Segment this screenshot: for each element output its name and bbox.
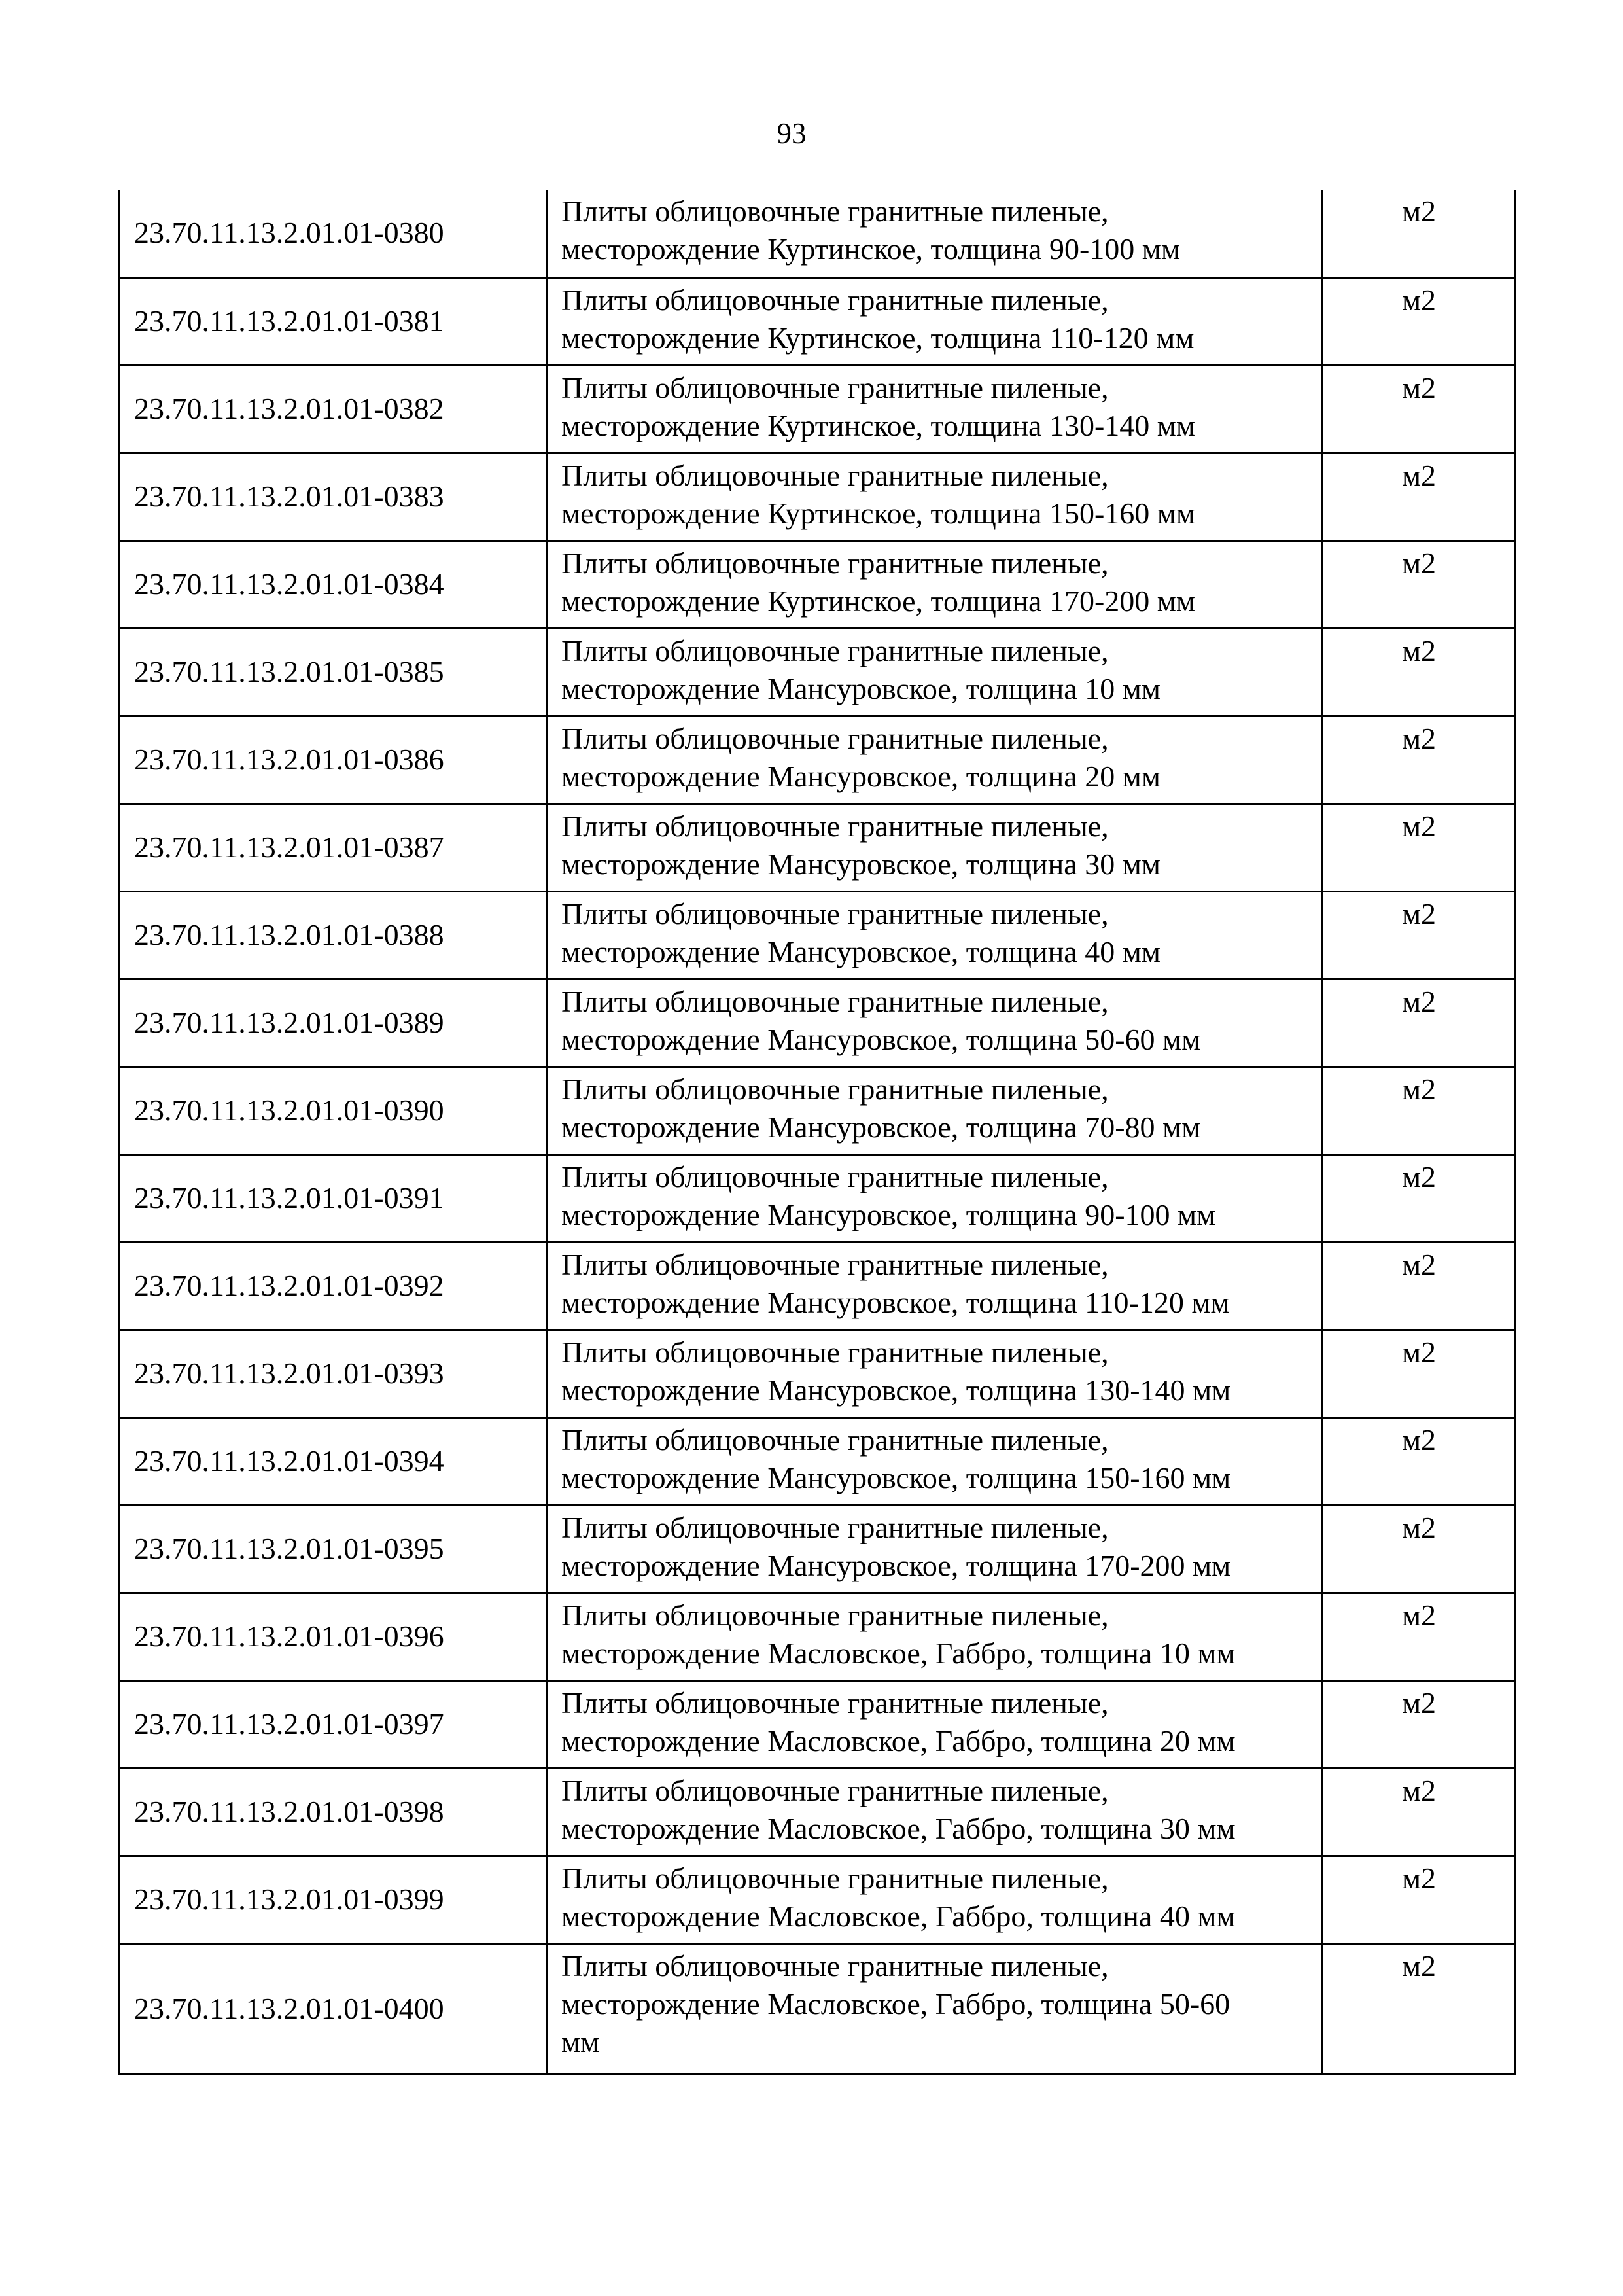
table-body bbox=[119, 190, 1516, 2074]
unit-cell: м2 bbox=[1323, 979, 1516, 1067]
resource-table bbox=[118, 190, 1516, 2075]
unit-cell: м2 bbox=[1323, 453, 1516, 540]
resource-name-line: месторождение Куртинское, толщина 150-160 мм bbox=[561, 496, 1196, 530]
table-row bbox=[119, 540, 1516, 628]
resource-name-cell bbox=[548, 1417, 1323, 1505]
unit-cell: м2 bbox=[1323, 804, 1516, 891]
resource-name-line: Плиты облицовочные гранитные пиленые, bbox=[561, 1949, 1109, 1983]
resource-name-line: Плиты облицовочные гранитные пиленые, bbox=[561, 984, 1109, 1018]
resource-name-cell bbox=[548, 453, 1323, 540]
resource-name-line: Плиты облицовочные гранитные пиленые, bbox=[561, 1072, 1109, 1106]
table-row bbox=[119, 716, 1516, 804]
resource-name-line: месторождение Мансуровское, толщина 10 мм bbox=[561, 671, 1161, 705]
resource-name-cell bbox=[548, 277, 1323, 365]
resource-name-line: месторождение Куртинское, толщина 110-120 мм bbox=[561, 321, 1195, 355]
resource-name-line: месторождение Мансуровское, толщина 90-100 мм bbox=[561, 1197, 1216, 1231]
unit-cell: м2 bbox=[1323, 1154, 1516, 1242]
resource-code-cell: 23.70.11.13.2.01.01-0393 bbox=[119, 1330, 548, 1417]
resource-name-line: месторождение Куртинское, толщина 90-100 мм bbox=[561, 232, 1181, 266]
table-row bbox=[119, 1856, 1516, 1943]
resource-name-cell bbox=[548, 716, 1323, 804]
resource-name-line: Плиты облицовочные гранитные пиленые, bbox=[561, 194, 1109, 228]
table-row bbox=[119, 1067, 1516, 1154]
resource-name-cell bbox=[548, 1593, 1323, 1680]
resource-name-line: месторождение Масловское, Габбро, толщина 10 мм bbox=[561, 1636, 1236, 1670]
table-row bbox=[119, 1154, 1516, 1242]
unit-cell: м2 bbox=[1323, 1768, 1516, 1856]
resource-name-line: мм bbox=[561, 2024, 600, 2058]
unit-cell: м2 bbox=[1323, 277, 1516, 365]
resource-code-cell: 23.70.11.13.2.01.01-0381 bbox=[119, 277, 548, 365]
table-row bbox=[119, 1943, 1516, 2074]
resource-name-line: месторождение Мансуровское, толщина 30 мм bbox=[561, 847, 1161, 881]
table-row bbox=[119, 628, 1516, 716]
unit-cell: м2 bbox=[1323, 540, 1516, 628]
page-number: 93 bbox=[777, 117, 807, 150]
resource-code-cell: 23.70.11.13.2.01.01-0395 bbox=[119, 1505, 548, 1593]
resource-code-cell: 23.70.11.13.2.01.01-0382 bbox=[119, 365, 548, 453]
resource-name-line: Плиты облицовочные гранитные пиленые, bbox=[561, 1598, 1109, 1632]
resource-name-line: месторождение Мансуровское, толщина 110-120 мм bbox=[561, 1285, 1230, 1319]
resource-name-line: Плиты облицовочные гранитные пиленые, bbox=[561, 721, 1109, 755]
unit-cell: м2 bbox=[1323, 891, 1516, 979]
resource-code-cell: 23.70.11.13.2.01.01-0386 bbox=[119, 716, 548, 804]
resource-name-line: месторождение Куртинское, толщина 130-140 мм bbox=[561, 408, 1196, 442]
resource-name-cell bbox=[548, 540, 1323, 628]
unit-cell: м2 bbox=[1323, 1593, 1516, 1680]
resource-code-cell: 23.70.11.13.2.01.01-0380 bbox=[119, 190, 548, 277]
unit-cell: м2 bbox=[1323, 1943, 1516, 2074]
resource-name-line: Плиты облицовочные гранитные пиленые, bbox=[561, 1335, 1109, 1369]
resource-code-cell: 23.70.11.13.2.01.01-0383 bbox=[119, 453, 548, 540]
unit-cell: м2 bbox=[1323, 1067, 1516, 1154]
table-row bbox=[119, 1417, 1516, 1505]
unit-cell: м2 bbox=[1323, 1680, 1516, 1768]
table-row bbox=[119, 1768, 1516, 1856]
resource-code-cell: 23.70.11.13.2.01.01-0397 bbox=[119, 1680, 548, 1768]
resource-name-line: Плиты облицовочные гранитные пиленые, bbox=[561, 1159, 1109, 1193]
resource-name-line: месторождение Мансуровское, толщина 70-80 мм bbox=[561, 1110, 1201, 1144]
resource-name-cell bbox=[548, 628, 1323, 716]
resource-name-cell bbox=[548, 804, 1323, 891]
table-row bbox=[119, 1330, 1516, 1417]
resource-name-line: месторождение Масловское, Габбро, толщина 30 мм bbox=[561, 1811, 1236, 1845]
resource-name-cell bbox=[548, 1242, 1323, 1330]
resource-name-cell bbox=[548, 891, 1323, 979]
resource-name-line: месторождение Масловское, Габбро, толщина 40 мм bbox=[561, 1899, 1236, 1933]
resource-name-cell bbox=[548, 1154, 1323, 1242]
resource-name-line: месторождение Мансуровское, толщина 150-160 мм bbox=[561, 1460, 1231, 1494]
resource-name-line: месторождение Мансуровское, толщина 130-140 мм bbox=[561, 1373, 1231, 1407]
unit-cell: м2 bbox=[1323, 190, 1516, 277]
resource-code-cell: 23.70.11.13.2.01.01-0400 bbox=[119, 1943, 548, 2074]
resource-name-cell bbox=[548, 1330, 1323, 1417]
table-row bbox=[119, 1593, 1516, 1680]
resource-name-line: месторождение Мансуровское, толщина 170-200 мм bbox=[561, 1548, 1231, 1582]
resource-code-cell: 23.70.11.13.2.01.01-0389 bbox=[119, 979, 548, 1067]
unit-cell: м2 bbox=[1323, 365, 1516, 453]
resource-name-line: месторождение Масловское, Габбро, толщина 20 мм bbox=[561, 1723, 1236, 1757]
table-row bbox=[119, 277, 1516, 365]
unit-cell: м2 bbox=[1323, 1505, 1516, 1593]
unit-cell: м2 bbox=[1323, 1242, 1516, 1330]
unit-cell: м2 bbox=[1323, 1330, 1516, 1417]
resource-name-line: Плиты облицовочные гранитные пиленые, bbox=[561, 1510, 1109, 1544]
resource-name-cell bbox=[548, 365, 1323, 453]
resource-name-cell bbox=[548, 1680, 1323, 1768]
resource-name-cell bbox=[548, 1768, 1323, 1856]
resource-code-cell: 23.70.11.13.2.01.01-0398 bbox=[119, 1768, 548, 1856]
resource-name-cell bbox=[548, 190, 1323, 277]
resource-name-line: Плиты облицовочные гранитные пиленые, bbox=[561, 896, 1109, 930]
resource-name-line: Плиты облицовочные гранитные пиленые, bbox=[561, 1686, 1109, 1720]
resource-name-cell bbox=[548, 1943, 1323, 2074]
resource-name-line: Плиты облицовочные гранитные пиленые, bbox=[561, 546, 1109, 580]
unit-cell: м2 bbox=[1323, 716, 1516, 804]
table-row bbox=[119, 1505, 1516, 1593]
resource-code-cell: 23.70.11.13.2.01.01-0388 bbox=[119, 891, 548, 979]
resource-code-cell: 23.70.11.13.2.01.01-0384 bbox=[119, 540, 548, 628]
resource-code-cell: 23.70.11.13.2.01.01-0392 bbox=[119, 1242, 548, 1330]
resource-name-cell bbox=[548, 1067, 1323, 1154]
resource-name-line: месторождение Мансуровское, толщина 20 мм bbox=[561, 759, 1161, 793]
resource-name-cell bbox=[548, 1505, 1323, 1593]
resource-name-line: Плиты облицовочные гранитные пиленые, bbox=[561, 809, 1109, 843]
resource-name-line: месторождение Масловское, Габбро, толщина 50-60 bbox=[561, 1987, 1230, 2021]
resource-name-line: месторождение Мансуровское, толщина 50-60 мм bbox=[561, 1022, 1201, 1056]
resource-name-cell bbox=[548, 979, 1323, 1067]
resource-code-cell: 23.70.11.13.2.01.01-0391 bbox=[119, 1154, 548, 1242]
resource-name-line: Плиты облицовочные гранитные пиленые, bbox=[561, 1422, 1109, 1457]
resource-name-line: Плиты облицовочные гранитные пиленые, bbox=[561, 1861, 1109, 1895]
resource-code-cell: 23.70.11.13.2.01.01-0385 bbox=[119, 628, 548, 716]
table-row bbox=[119, 1680, 1516, 1768]
table-row bbox=[119, 453, 1516, 540]
resource-code-cell: 23.70.11.13.2.01.01-0387 bbox=[119, 804, 548, 891]
resource-code-cell: 23.70.11.13.2.01.01-0396 bbox=[119, 1593, 548, 1680]
resource-name-line: Плиты облицовочные гранитные пиленые, bbox=[561, 633, 1109, 667]
table-row bbox=[119, 365, 1516, 453]
table-row bbox=[119, 891, 1516, 979]
resource-name-line: месторождение Мансуровское, толщина 40 мм bbox=[561, 934, 1161, 968]
resource-name-line: Плиты облицовочные гранитные пиленые, bbox=[561, 283, 1109, 317]
resource-code-cell: 23.70.11.13.2.01.01-0390 bbox=[119, 1067, 548, 1154]
resource-name-cell bbox=[548, 1856, 1323, 1943]
unit-cell: м2 bbox=[1323, 628, 1516, 716]
table-row bbox=[119, 190, 1516, 277]
table-row bbox=[119, 1242, 1516, 1330]
resource-name-line: Плиты облицовочные гранитные пиленые, bbox=[561, 370, 1109, 404]
table-row bbox=[119, 979, 1516, 1067]
unit-cell: м2 bbox=[1323, 1856, 1516, 1943]
resource-name-line: месторождение Куртинское, толщина 170-200 мм bbox=[561, 584, 1196, 618]
resource-code-cell: 23.70.11.13.2.01.01-0394 bbox=[119, 1417, 548, 1505]
unit-cell: м2 bbox=[1323, 1417, 1516, 1505]
table-row bbox=[119, 804, 1516, 891]
resource-name-line: Плиты облицовочные гранитные пиленые, bbox=[561, 458, 1109, 492]
resource-code-cell: 23.70.11.13.2.01.01-0399 bbox=[119, 1856, 548, 1943]
resource-name-line: Плиты облицовочные гранитные пиленые, bbox=[561, 1773, 1109, 1807]
resource-name-line: Плиты облицовочные гранитные пиленые, bbox=[561, 1247, 1109, 1281]
